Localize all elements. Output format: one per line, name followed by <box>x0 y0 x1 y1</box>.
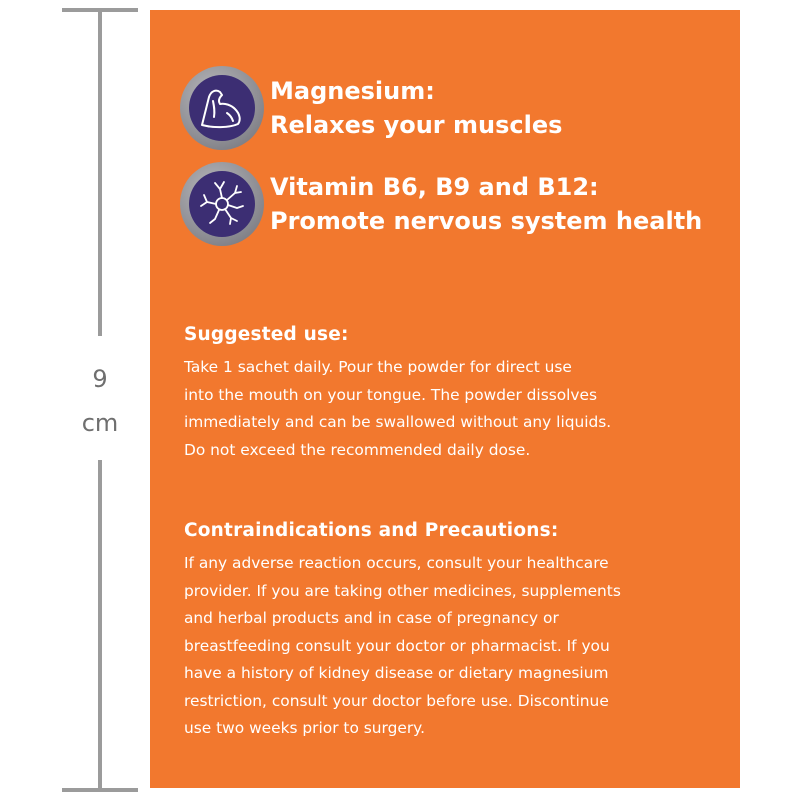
suggested-use-line: immediately and can be swallowed without any liquids. <box>184 413 612 431</box>
contraindications-line: If any adverse reaction occurs, consult your healthcare <box>184 554 609 572</box>
suggested-use-heading: Suggested use: <box>184 324 349 345</box>
ruler-unit: cm <box>81 409 119 437</box>
product-label-card <box>150 10 740 788</box>
benefit-badge <box>180 162 264 246</box>
contraindications-line: restriction, consult your doctor before use. Discontinue <box>184 691 609 710</box>
measurement-ruler <box>62 8 138 792</box>
ruler-line-upper <box>98 8 102 336</box>
contraindications-heading: Contraindications and Precautions: <box>184 520 559 541</box>
suggested-use-text <box>184 354 714 464</box>
contraindications-line: use two weeks prior to surgery. <box>184 719 425 737</box>
benefit-magnesium <box>180 66 740 150</box>
contraindications-line: have a history of kidney disease or dietary magnesium <box>184 664 609 682</box>
benefit-badge <box>180 66 264 150</box>
contraindications-line: and herbal products and in case of pregnancy or <box>184 609 559 627</box>
muscle-arm-icon <box>189 75 255 141</box>
contraindications-line: breastfeeding consult your doctor or pharmacist. If you <box>184 636 610 655</box>
contraindications-section <box>184 516 714 743</box>
benefit-title: Vitamin B6, B9 and B12: <box>270 173 599 201</box>
nerve-cell-icon <box>189 171 255 237</box>
ruler-line-lower <box>98 460 102 792</box>
suggested-use-line: into the mouth on your tongue. The powder dissolves <box>184 385 598 404</box>
suggested-use-line: Do not exceed the recommended daily dose. <box>184 440 531 459</box>
ruler-value: 9 <box>92 365 108 393</box>
benefit-vitamin-b <box>180 162 740 246</box>
benefit-subtitle: Relaxes your muscles <box>270 111 563 139</box>
contraindications-line: provider. If you are taking other medicines, supplements <box>184 581 621 600</box>
contraindications-text <box>184 550 714 743</box>
suggested-use-section <box>184 320 714 464</box>
suggested-use-line: Take 1 sachet daily. Pour the powder for direct use <box>184 358 572 376</box>
benefit-title: Magnesium: <box>270 77 435 105</box>
benefit-subtitle: Promote nervous system health <box>270 207 703 235</box>
ruler-bottom-cap <box>62 788 138 792</box>
